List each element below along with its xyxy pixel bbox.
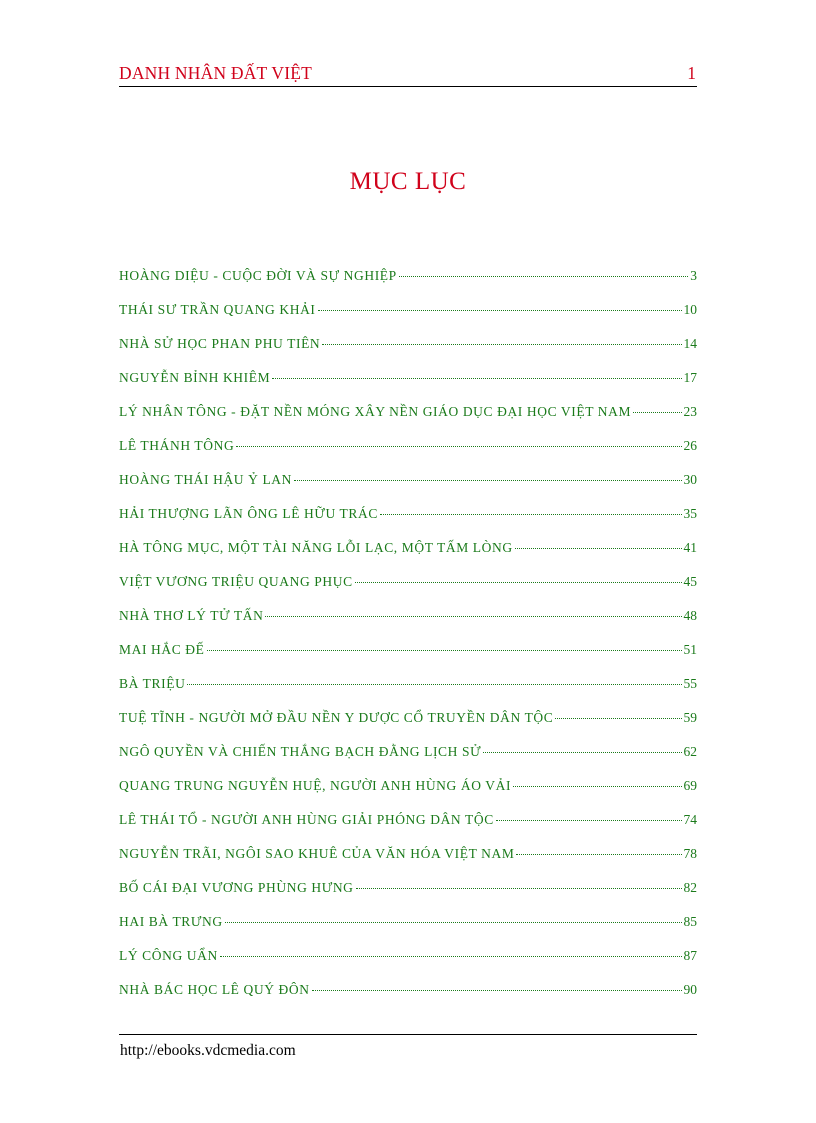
dot-leader (516, 854, 681, 855)
toc-entry-page: 30 (683, 472, 697, 487)
toc-entry-title: NHÀ SỬ HỌC PHAN PHU TIÊN (119, 336, 321, 351)
toc-entry[interactable] (119, 336, 697, 370)
toc-entry[interactable] (119, 608, 697, 642)
toc-entry-page: 85 (683, 914, 697, 929)
dot-leader (513, 786, 681, 787)
toc-entry-page: 14 (683, 336, 697, 351)
toc-entry[interactable] (119, 540, 697, 574)
dot-leader (515, 548, 682, 549)
dot-leader (187, 684, 681, 685)
toc-entry-page: 82 (683, 880, 697, 895)
toc-entry[interactable] (119, 506, 697, 540)
toc-entry-page: 41 (683, 540, 697, 555)
dot-leader (272, 378, 681, 379)
header-page-number: 1 (687, 63, 696, 83)
toc-entry-title: THÁI SƯ TRẦN QUANG KHẢI (119, 302, 316, 317)
toc-entry-page: 69 (683, 778, 697, 793)
toc-entry[interactable] (119, 302, 697, 336)
toc-entry-title: LÝ NHÂN TÔNG - ĐẶT NỀN MÓNG XÂY NỀN GIÁO DỤC ĐẠI HỌC VIỆT NAM (119, 404, 632, 419)
dot-leader (236, 446, 681, 447)
toc-entry-page: 74 (683, 812, 697, 827)
toc-entry[interactable] (119, 744, 697, 778)
toc-entry-title: QUANG TRUNG NGUYỄN HUỆ, NGƯỜI ANH HÙNG ÁO VẢI (119, 778, 512, 793)
dot-leader (356, 888, 682, 889)
toc-entry-title: NHÀ THƠ LÝ TỬ TẤN (119, 608, 264, 623)
dot-leader (265, 616, 681, 617)
dot-leader (633, 412, 681, 413)
page-title: MỤC LỤC (349, 168, 467, 195)
toc-entry-title: NHÀ BÁC HỌC LÊ QUÝ ĐÔN (119, 982, 310, 997)
toc-entry-page: 62 (683, 744, 697, 759)
toc-entry-page: 45 (683, 574, 697, 589)
toc-entry-title: HOÀNG DIỆU - CUỘC ĐỜI VÀ SỰ NGHIỆP (119, 268, 397, 283)
dot-leader (380, 514, 682, 515)
toc-entry-title: HÀ TÔNG MỤC, MỘT TÀI NĂNG LỖI LẠC, MỘT TẤM LÒNG (119, 540, 513, 555)
toc-entry[interactable] (119, 438, 697, 472)
toc-entry-title: BÀ TRIỆU (119, 676, 186, 691)
dot-leader (220, 956, 682, 957)
toc-entry[interactable] (119, 812, 697, 846)
toc-entry-title: HAI BÀ TRƯNG (119, 914, 223, 929)
toc-entry[interactable] (119, 846, 697, 880)
toc-entry[interactable] (119, 778, 697, 812)
toc-entry-title: NGÔ QUYỀN VÀ CHIẾN THẮNG BẠCH ĐẰNG LỊCH SỬ (119, 744, 482, 759)
toc-entry-page: 23 (683, 404, 697, 419)
toc-entry-title: LÊ THÁNH TÔNG (119, 438, 235, 453)
toc-entry-page: 35 (683, 506, 697, 521)
toc-entry-title: NGUYỄN TRÃI, NGÔI SAO KHUÊ CỦA VĂN HÓA VIỆT NAM (119, 846, 515, 861)
toc-entry[interactable] (119, 914, 697, 948)
dot-leader (555, 718, 681, 719)
toc-entry-page: 78 (683, 846, 697, 861)
toc-entry[interactable] (119, 710, 697, 744)
dot-leader (312, 990, 682, 991)
toc-entry-title: NGUYỄN BỈNH KHIÊM (119, 370, 271, 385)
dot-leader (355, 582, 682, 583)
toc-entry[interactable] (119, 268, 697, 302)
header-title: DANH NHÂN ĐẤT VIỆT (119, 63, 313, 83)
toc-entry-page: 51 (683, 642, 697, 657)
toc-entry[interactable] (119, 676, 697, 710)
toc-entry[interactable] (119, 642, 697, 676)
toc-entry-title: VIỆT VƯƠNG TRIỆU QUANG PHỤC (119, 574, 353, 589)
toc-entry-page: 17 (683, 370, 697, 385)
toc-entry-title: HẢI THƯỢNG LÃN ÔNG LÊ HỮU TRÁC (119, 506, 378, 521)
toc-entry[interactable] (119, 948, 697, 982)
toc-entry-title: LÊ THÁI TỔ - NGƯỜI ANH HÙNG GIẢI PHÓNG DÂN TỘC (119, 812, 494, 827)
toc-entry-title: MAI HẮC ĐẾ (119, 642, 205, 657)
page-header (119, 62, 697, 87)
dot-leader (207, 650, 682, 651)
toc-entry[interactable] (119, 472, 697, 506)
dot-leader (496, 820, 682, 821)
toc-entry-title: LÝ CÔNG UẨN (119, 948, 218, 963)
toc-entry-page: 26 (683, 438, 697, 453)
table-of-contents (119, 268, 697, 1016)
toc-entry-page: 87 (683, 948, 697, 963)
toc-entry[interactable] (119, 370, 697, 404)
toc-entry[interactable] (119, 982, 697, 1016)
toc-entry[interactable] (119, 880, 697, 914)
toc-entry[interactable] (119, 404, 697, 438)
dot-leader (483, 752, 681, 753)
footer-url: http://ebooks.vdcmedia.com (120, 1042, 296, 1059)
toc-entry-page: 59 (683, 710, 697, 725)
dot-leader (399, 276, 689, 277)
dot-leader (318, 310, 682, 311)
toc-entry-title: BỐ CÁI ĐẠI VƯƠNG PHÙNG HƯNG (119, 880, 354, 895)
toc-entry[interactable] (119, 574, 697, 608)
toc-entry-page: 55 (683, 676, 697, 691)
toc-entry-page: 48 (683, 608, 697, 623)
dot-leader (225, 922, 682, 923)
dot-leader (294, 480, 682, 481)
toc-entry-title: HOÀNG THÁI HẬU Ỷ LAN (119, 472, 292, 487)
dot-leader (322, 344, 681, 345)
toc-entry-page: 3 (690, 268, 697, 283)
toc-entry-page: 90 (683, 982, 697, 997)
toc-entry-page: 10 (683, 302, 697, 317)
footer-divider (119, 1034, 697, 1035)
toc-entry-title: TUỆ TĨNH - NGƯỜI MỞ ĐẦU NỀN Y DƯỢC CỔ TRUYỀN DÂN TỘC (119, 710, 554, 725)
